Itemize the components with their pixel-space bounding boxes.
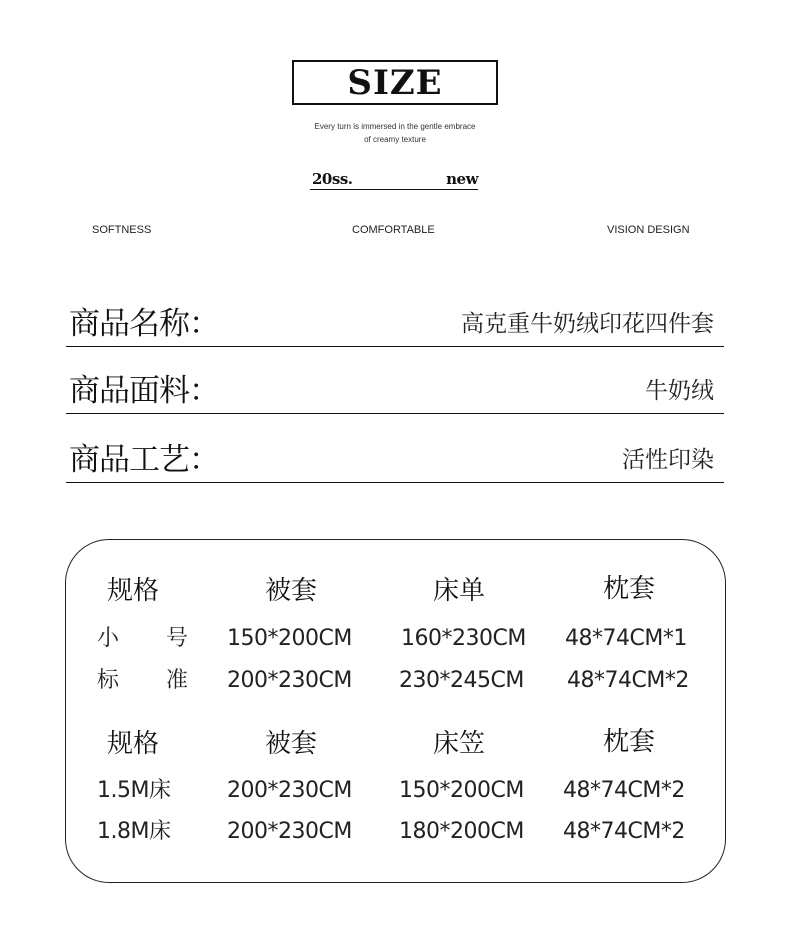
table2-row2-duvet: 200*230CM [227,819,352,844]
size-title: SIZE [347,62,443,103]
feature-softness: SOFTNESS [92,224,152,236]
table2-header-spec: 规格 [107,729,160,759]
table2-row1-spec: 1.5M床 [97,778,171,803]
table2-row1-duvet: 200*230CM [227,778,352,803]
feature-comfortable: COMFORTABLE [352,224,435,236]
table2-header-pillowcase: 枕套 [603,727,656,757]
table2-row1-fitted-sheet: 150*200CM [399,778,524,803]
table2-row2-spec: 1.8M床 [97,819,171,844]
table1-row2-duvet: 200*230CM [227,668,352,693]
size-title-box [292,60,498,105]
table2-row2-fitted-sheet: 180*200CM [399,819,524,844]
info-value: 牛奶绒 [645,378,714,404]
season-right-text: new [446,170,478,188]
table2-row2-pillowcase: 48*74CM*2 [563,819,685,844]
size-table [65,539,726,883]
tagline-line2: of creamy texture [364,135,426,144]
table1-header-sheet: 床单 [433,576,486,606]
table2-header-duvet: 被套 [265,729,318,759]
table1-row2-pillowcase: 48*74CM*2 [567,668,689,693]
table2-header-fitted-sheet: 床笠 [433,729,486,759]
season-banner [310,170,478,190]
info-value: 高克重牛奶绒印花四件套 [461,311,714,337]
tagline-line1: Every turn is immersed in the gentle embrace [314,122,476,131]
table1-header-spec: 规格 [107,576,160,606]
season-left-text: 20ss. [312,170,353,188]
table2-row1-pillowcase: 48*74CM*2 [563,778,685,803]
table1-header-duvet: 被套 [265,576,318,606]
table1-row1-duvet: 150*200CM [227,626,352,651]
info-label: 商品名称： [69,306,219,342]
info-label: 商品工艺： [69,442,219,478]
table1-row2-sheet: 230*245CM [399,668,524,693]
feature-vision-design: VISION DESIGN [607,224,690,236]
info-value: 活性印染 [622,447,714,473]
info-row-product-name [66,306,724,347]
table1-row1-spec: 小 号 [97,626,208,651]
table1-header-pillowcase: 枕套 [603,574,656,604]
info-label: 商品面料： [69,373,219,409]
table1-row2-spec: 标 准 [97,668,208,693]
table1-row1-pillowcase: 48*74CM*1 [565,626,687,651]
info-row-fabric [66,373,724,414]
info-row-craft [66,442,724,483]
table1-row1-sheet: 160*230CM [401,626,526,651]
